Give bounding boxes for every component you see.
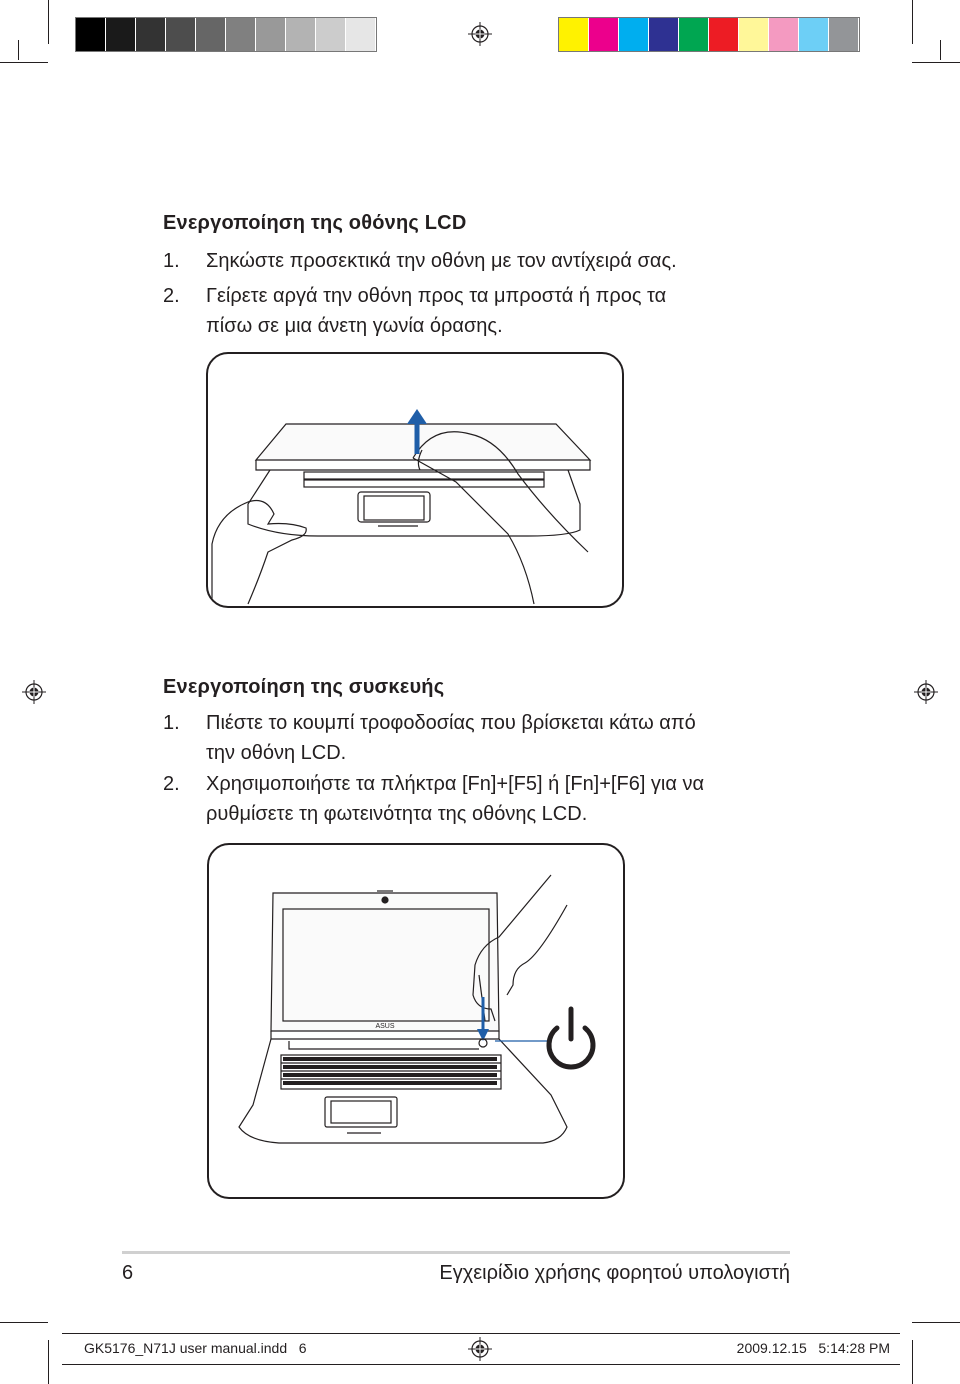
- crop-mark: [18, 40, 19, 60]
- crop-mark: [48, 1340, 49, 1384]
- crop-mark: [912, 0, 913, 44]
- color-swatch: [196, 18, 226, 51]
- crop-mark: [940, 40, 941, 60]
- color-swatch: [829, 18, 859, 51]
- color-swatch: [256, 18, 286, 51]
- step-number: 1.: [163, 712, 180, 734]
- color-swatch: [76, 18, 106, 51]
- color-swatch: [106, 18, 136, 51]
- section-heading-power: Ενεργοποίηση της συσκευής: [163, 676, 445, 698]
- step-text: Πιέστε το κουμπί τροφοδοσίας που βρίσκεται κάτω από την οθόνη LCD.: [206, 712, 696, 764]
- crop-mark: [912, 1322, 960, 1323]
- step-text: Σηκώστε προσεκτικά την οθόνη με τον αντίχειρά σας.: [206, 250, 677, 272]
- slug-box: [62, 1333, 900, 1365]
- color-swatch: [589, 18, 619, 51]
- color-swatch: [739, 18, 769, 51]
- color-swatch: [316, 18, 346, 51]
- crop-mark: [48, 0, 49, 44]
- footer-divider: [122, 1251, 790, 1254]
- color-swatch: [799, 18, 829, 51]
- color-swatch: [226, 18, 256, 51]
- color-swatch: [649, 18, 679, 51]
- illustration-power-button: [207, 843, 625, 1199]
- step-text: Γείρετε αργά την οθόνη προς τα μπροστά ή προς τα πίσω σε μια άνετη γωνία όρασης.: [206, 285, 667, 337]
- color-swatch: [286, 18, 316, 51]
- crop-mark: [912, 1340, 913, 1384]
- color-swatch: [769, 18, 799, 51]
- grayscale-color-bar: [75, 17, 377, 52]
- step-number: 2.: [163, 285, 180, 307]
- power-icon: [549, 1009, 593, 1067]
- color-swatch: [619, 18, 649, 51]
- crop-mark: [912, 62, 960, 63]
- process-color-bar: [558, 17, 860, 52]
- slug-timestamp: 2009.12.15 5:14:28 PM: [736, 1340, 890, 1356]
- color-swatch: [679, 18, 709, 51]
- step-text: Χρησιμοποιήστε τα πλήκτρα [Fn]+[F5] ή [Fn]+[F6] για να ρυθμίσετε τη φωτεινότητα της οθόνης LCD.: [206, 773, 705, 825]
- color-swatch: [166, 18, 196, 51]
- laptop-open-illustration: [209, 845, 623, 1197]
- color-swatch: [346, 18, 376, 51]
- crop-mark: [0, 62, 48, 63]
- color-swatch: [136, 18, 166, 51]
- brand-logo: ASUS: [375, 1023, 395, 1030]
- color-swatch: [709, 18, 739, 51]
- registration-mark-icon: [22, 680, 46, 704]
- footer-title: Εγχειρίδιο χρήσης φορητού υπολογιστή: [439, 1262, 790, 1284]
- illustration-open-lid: [206, 352, 624, 608]
- step-number: 1.: [163, 250, 180, 272]
- section-heading-lcd: Ενεργοποίηση της οθόνης LCD: [163, 212, 467, 234]
- slug-filename: GK5176_N71J user manual.indd 6: [84, 1340, 307, 1356]
- registration-mark-icon: [914, 680, 938, 704]
- registration-mark-icon: [468, 22, 492, 46]
- color-swatch: [559, 18, 589, 51]
- crop-mark: [0, 1322, 48, 1323]
- laptop-closed-illustration: [208, 354, 622, 606]
- step-number: 2.: [163, 773, 180, 795]
- page-number: 6: [122, 1262, 134, 1284]
